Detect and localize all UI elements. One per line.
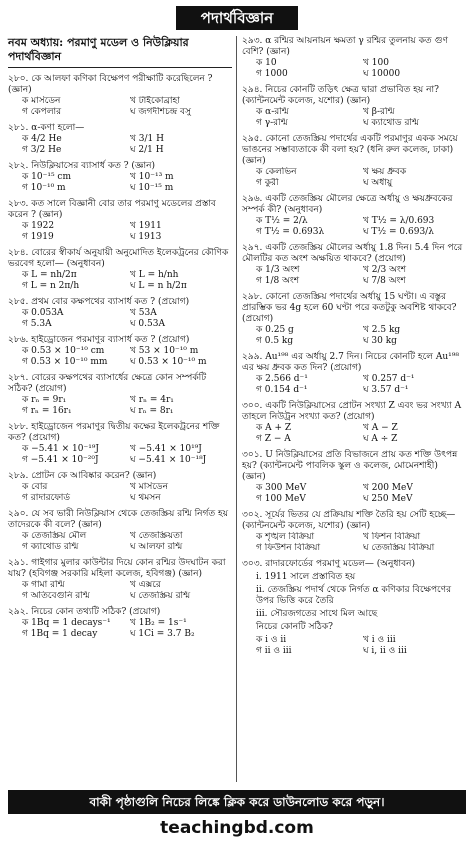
question-item	[242, 292, 464, 347]
answer-option: ঘ rₙ = 8r₁	[130, 406, 174, 416]
option-list	[256, 635, 464, 657]
answer-option: গ 0.53 × 10⁻¹⁰ mm	[22, 357, 108, 367]
answer-option: খ β-রশ্মি	[363, 107, 395, 117]
answer-option: খ মার্সডেন	[130, 482, 168, 492]
question-item	[242, 559, 464, 657]
question-item	[242, 36, 464, 80]
question-text: ৩০২. সূর্যের ভিতর যে প্রক্রিয়ায় শক্তি তৈরি হয় সেটি হচ্ছে— (ক্যান্টনমেন্ট কলেজ, যশোর) (জ্ঞান)	[242, 510, 456, 531]
option-list	[22, 482, 232, 504]
question-text: ২৮৭. বোরের কক্ষপথের ব্যাসার্ধের ক্ষেত্রে কোন সম্পর্কটি সঠিক? (প্রয়োগ)	[8, 373, 207, 394]
answer-option: খ 2.5 kg	[363, 325, 401, 335]
question-text: ২৮৫. প্রথম বোর কক্ষপথের ব্যাসার্ধ কত ? (প্রয়োগ)	[8, 297, 190, 307]
answer-option: খ 1B₂ = 1s⁻¹	[130, 618, 187, 628]
answer-option: গ রাদারফোর্ড	[22, 493, 71, 503]
left-column	[8, 36, 232, 645]
question-note: ii. তেজস্ক্রিয় পদার্থ থেকে নির্গত α কণিকার বিক্ষেপণের উপর ভিত্তি করে তৈরি	[256, 585, 452, 606]
question-item	[8, 558, 232, 602]
answer-option: খ 0.257 d⁻¹	[363, 374, 415, 384]
question-item	[8, 422, 232, 466]
question-item	[8, 123, 232, 156]
right-column	[242, 36, 464, 662]
question-item	[8, 509, 232, 553]
question-text: ২৮০. কে আলফা কণিকা বিক্ষেপণ পরীক্ষাটি করেছিলেন ? (জ্ঞান)	[8, 74, 213, 95]
answer-option: ক 300 MeV	[256, 483, 307, 493]
answer-option: খ 100	[363, 58, 389, 68]
answer-option: ঘ 0.53 × 10⁻¹⁰ m	[130, 357, 207, 367]
answer-option: গ T½ = 0.693λ	[256, 227, 325, 237]
question-item	[8, 74, 232, 118]
answer-option: গ 1Bq = 1 decay	[22, 629, 98, 639]
question-note: iii. সৌরজগতের সাথে মিল আছে	[256, 609, 378, 619]
option-list	[22, 395, 232, 417]
answer-option: ক 1Bq = 1 decays⁻¹	[22, 618, 111, 628]
question-item	[242, 134, 464, 189]
answer-option: ঘ ক্যাথোড রশ্মি	[363, 118, 420, 128]
answer-option: গ ii ও iii	[256, 646, 292, 656]
answer-option: ক গামা রশ্মি	[22, 580, 65, 590]
question-text: ২৮৬. হাইড্রোজেন পরমাণুর ব্যাসার্ধ কত ? (প্রয়োগ)	[8, 335, 190, 345]
answer-option: ঘ 0.53A	[130, 319, 165, 329]
question-item	[242, 510, 464, 554]
answer-option: গ 0.154 d⁻¹	[256, 385, 308, 395]
question-item	[242, 450, 464, 505]
question-text: ৩০১. U নিউক্লিয়াসের প্রতি বিভাজনে প্রায় কত শক্তি উৎপন্ন হয়? (ক্যান্টনমেন্ট পাবলিক স্কুল ও কলেজ, মোমেনশাহী) (জ্ঞান)	[242, 450, 458, 482]
option-list	[22, 308, 232, 330]
question-text: ২৮৩. কত সালে বিজ্ঞানী বোর তার পরমাণু মডেলের প্রস্তাব করেন ? (জ্ঞান)	[8, 199, 216, 220]
answer-option: ক rₙ = 9r₁	[22, 395, 67, 405]
answer-option: ক 4/2 He	[22, 134, 62, 144]
option-list	[256, 325, 464, 347]
answer-option: গ কেপলার	[22, 107, 62, 117]
answer-option: ঘ 3.57 d⁻¹	[363, 385, 409, 395]
question-text: ৩০৩. রাদারফোর্ডের পরমাণু মডেল— (অনুধাবন)	[242, 559, 415, 569]
answer-option: গ ফিউশন বিক্রিয়া	[256, 543, 321, 553]
answer-option: খ 1911	[130, 221, 162, 231]
answer-option: ক 1/3 অংশ	[256, 265, 300, 275]
download-banner[interactable]: বাকী পৃষ্ঠাগুলি নিচের লিঙ্কে ক্লিক করে ডাউনলোড করে পড়ুন।	[8, 790, 466, 814]
answer-option: ঘ 1913	[130, 232, 162, 242]
option-list	[256, 58, 464, 80]
question-item	[242, 243, 464, 287]
subject-title: পদার্থবিজ্ঞান	[176, 6, 298, 30]
question-text: ২৯৮. কোনো তেজস্ক্রিয় পদার্থের অর্ধায়ু 15 ঘণ্টা। এ বস্তুর প্রারম্ভিক ভর 4g হলে 60 ঘণ্টা পরে কতটুকু অবশিষ্ট থাকবে? (প্রয়োগ)	[242, 292, 457, 324]
site-brand[interactable]: teachingbd.com	[160, 818, 314, 838]
answer-option: ক L = nh/2π	[22, 270, 77, 280]
answer-option: ঘ অর্ধায়ু	[363, 178, 393, 188]
option-list	[22, 531, 232, 553]
answer-option: খ −5.41 × 10¹⁹J	[130, 444, 202, 454]
answer-option: ঘ জগদীশচন্দ্র বসু	[130, 107, 191, 117]
question-text: ২৮২. নিউক্লিয়াসের ব্যাসার্ধ কত ? (জ্ঞান)	[8, 161, 156, 171]
answer-option: খ 53 × 10⁻¹⁰ m	[130, 346, 199, 356]
answer-option: গ L = n 2π/h	[22, 281, 80, 291]
question-text: ২৮৯. প্রোটন কে আবিষ্কার করেন? (জ্ঞান)	[8, 471, 157, 481]
answer-option: ক শৃঙ্খল বিক্রিয়া	[256, 532, 315, 542]
question-note: নিচের কোনটি সঠিক?	[256, 622, 333, 632]
question-item	[8, 335, 232, 368]
answer-option: ঘ 2/1 H	[130, 145, 164, 155]
answer-option: ক i ও ii	[256, 635, 287, 645]
answer-option: ক 0.25 g	[256, 325, 294, 335]
answer-option: ঘ A ÷ Z	[363, 434, 398, 444]
option-list	[22, 96, 232, 118]
left-question-list	[8, 74, 232, 640]
question-item	[242, 194, 464, 238]
question-item	[242, 85, 464, 129]
option-list	[22, 172, 232, 194]
answer-option: খ 3/1 H	[130, 134, 164, 144]
answer-option: গ Z − A	[256, 434, 291, 444]
question-item	[8, 607, 232, 640]
question-text: ২৯৭. একটি তেজস্ক্রিয় মৌলের অর্ধায়ু 1.8 দিন। 5.4 দিন পরে মৌলটির কত অংশ অক্ষয়িত থাকবে? (প্রয়োগ)	[242, 243, 463, 264]
answer-option: ঘ L = n h/2π	[130, 281, 187, 291]
answer-option: ক মার্সডেন	[22, 96, 61, 106]
column-divider	[236, 36, 237, 782]
right-question-list	[242, 36, 464, 657]
option-list	[22, 221, 232, 243]
question-item	[8, 248, 232, 292]
answer-option: ক T½ = 2/λ	[256, 216, 308, 226]
answer-option: খ i ও iii	[363, 635, 396, 645]
question-item	[8, 373, 232, 417]
answer-option: গ 1000	[256, 69, 288, 79]
question-text: ২৯৬. একটি তেজস্ক্রিয় মৌলের ক্ষেত্রে অর্ধায়ু ও ক্ষয়ধ্রুবকের সম্পর্ক কী? (অনুধাবন)	[242, 194, 453, 215]
answer-option: ঘ থমসন	[130, 493, 161, 503]
question-text: ২৯৫. কোনো তেজস্ক্রিয় পদার্থের একটি পরমাণুর একক সময়ে ভাঙনের সম্ভাব্যতাকে কী বলা হয়? (ধনি রুল কলেজ, ঢাকা) (জ্ঞান)	[242, 134, 458, 166]
answer-option: গ 1/8 অংশ	[256, 276, 300, 286]
answer-option: খ 200 MeV	[363, 483, 413, 493]
question-text: ২৮৮. হাইড্রোজেন পরমাণুর দ্বিতীয় কক্ষের ইলেকট্রনের শক্তি কত? (প্রয়োগ)	[8, 422, 220, 443]
answer-option: ক 1922	[22, 221, 55, 231]
option-list	[256, 265, 464, 287]
answer-option: ঘ 7/8 অংশ	[363, 276, 406, 286]
answer-option: গ rₙ = 16r₁	[22, 406, 72, 416]
question-text: ২৯০. যে সব ভারী নিউক্লিয়াস থেকে তেজস্ক্রিয় রশ্মি নির্গত হয় তাদেরকে কী বলে? (জ্ঞান)	[8, 509, 229, 530]
chapter-title: নবম অধ্যায়: পরমাণু মডেল ও নিউক্লিয়ার পদার্থবিজ্ঞান	[8, 36, 232, 68]
question-text: ২৯৯. Au¹⁹⁸ এর অর্ধায়ু 2.7 দিন। নিচের কোনটি হলে Au¹⁹⁸ এর ক্ষয় ধ্রুবক কত দিন? (প্রয়োগ)	[242, 352, 459, 373]
question-text: ২৯৪. নিচের কোনটি তড়িৎ ক্ষেত্র দ্বারা প্রভাবিত হয় না? (ক্যান্টনমেন্ট কলেজ, যশোর) (জ্ঞান)	[242, 85, 439, 106]
question-note: i. 1911 সালে প্রস্তাবিত হয়	[256, 572, 356, 582]
answer-option: গ −5.41 × 10⁻²⁰J	[22, 455, 99, 465]
option-list	[256, 216, 464, 238]
question-item	[8, 161, 232, 194]
answer-option: গ কুরী	[256, 178, 279, 188]
answer-option: খ ক্ষয় ধ্রুবক	[363, 167, 407, 177]
answer-option: ঘ 10000	[363, 69, 401, 79]
question-text: ২৯১. গাইগার মুলার কাউন্টার দিয়ে কোন রশ্মির উদঘাটন করা যায়? (হবিগঞ্জ সরকারি মহিলা কলেজ, হবিগঞ্জ) (জ্ঞান)	[8, 558, 226, 579]
answer-option: গ 100 MeV	[256, 494, 306, 504]
question-text: ২৯৩. α রশ্মির আয়নায়ন ক্ষমতা γ রশ্মির তুলনায় কত গুণ বেশি? (জ্ঞান)	[242, 36, 448, 57]
option-list	[256, 107, 464, 129]
answer-option: খ A − Z	[363, 423, 398, 433]
answer-option: খ তেজস্ক্রিয়তা	[130, 531, 183, 541]
option-list	[256, 423, 464, 445]
answer-option: খ T½ = λ/0.693	[363, 216, 435, 226]
answer-option: ক কেলভিন	[256, 167, 297, 177]
answer-option: ক −5.41 × 10⁻¹⁹J	[22, 444, 100, 454]
answer-option: ক 10	[256, 58, 277, 68]
question-text: ২৮১. α-কণা হলো—	[8, 123, 85, 133]
answer-option: গ 5.3A	[22, 319, 52, 329]
option-list	[22, 618, 232, 640]
question-text: ২৮৪. বোরের স্বীকার্য অনুযায়ী অনুমোদিত ইলেকট্রনের কৌণিক ভরবেগ হলো— (অনুধাবন)	[8, 248, 229, 269]
answer-option: ঘ 10⁻¹⁵ m	[130, 183, 174, 193]
answer-option: ঘ তেজস্ক্রিয় রশ্মি	[130, 591, 191, 601]
answer-option: গ 1919	[22, 232, 54, 242]
answer-option: ঘ আলফা রশ্মি	[130, 542, 183, 552]
question-item	[242, 401, 464, 445]
answer-option: গ 0.5 kg	[256, 336, 294, 346]
answer-option: গ ক্যাথোড রশ্মি	[22, 542, 79, 552]
answer-option: খ L = h/nh	[130, 270, 179, 280]
option-list	[22, 134, 232, 156]
answer-option: ঘ −5.41 × 10⁻¹⁸J	[130, 455, 207, 465]
answer-option: ক 0.53 × 10⁻¹⁰ cm	[22, 346, 105, 356]
question-item	[8, 471, 232, 504]
answer-option: গ γ-রশ্মি	[256, 118, 288, 128]
answer-option: ক তেজস্ক্রিয় মৌল	[22, 531, 87, 541]
answer-option: খ rₙ = 4r₁	[130, 395, 174, 405]
answer-option: গ 10⁻¹⁰ m	[22, 183, 66, 193]
option-list	[22, 270, 232, 292]
answer-option: খ 53A	[130, 308, 157, 318]
option-list	[256, 532, 464, 554]
option-list	[256, 483, 464, 505]
answer-option: খ ফিশন বিক্রিয়া	[363, 532, 421, 542]
question-text: ২৯২. নিচের কোন তথ্যটি সঠিক? (প্রয়োগ)	[8, 607, 161, 617]
question-item	[242, 352, 464, 396]
answer-option: ঘ 1Ci = 3.7 B₂	[130, 629, 195, 639]
option-list	[22, 444, 232, 466]
answer-option: খ টাইকোব্রাহা	[130, 96, 180, 106]
option-list	[256, 167, 464, 189]
question-text: ৩০০. একটি নিউক্লিয়াসের প্রোটন সংখ্যা Z এবং ভর সংখ্যা A তাহলে নিউট্রন সংখ্যা কত? (প্রয়োগ)	[242, 401, 462, 422]
option-list	[256, 374, 464, 396]
question-item	[8, 297, 232, 330]
answer-option: খ 2/3 অংশ	[363, 265, 407, 275]
answer-option: ক A + Z	[256, 423, 292, 433]
answer-option: ক 2.566 d⁻¹	[256, 374, 308, 384]
answer-option: গ অতিবেগুনি রশ্মি	[22, 591, 90, 601]
answer-option: ক 10⁻¹⁵ cm	[22, 172, 72, 182]
answer-option: ঘ তেজস্ক্রিয় বিক্রিয়া	[363, 543, 435, 553]
answer-option: খ 10⁻¹³ m	[130, 172, 174, 182]
answer-option: ঘ i, ii ও iii	[363, 646, 407, 656]
answer-option: ক α-রশ্মি	[256, 107, 289, 117]
answer-option: ঘ 30 kg	[363, 336, 397, 346]
answer-option: ক 0.053A	[22, 308, 64, 318]
option-list	[22, 346, 232, 368]
answer-option: গ 3/2 He	[22, 145, 62, 155]
answer-option: ঘ 250 MeV	[363, 494, 413, 504]
answer-option: ঘ T½ = 0.693/λ	[363, 227, 434, 237]
answer-option: ক বোর	[22, 482, 48, 492]
option-list	[22, 580, 232, 602]
answer-option: খ এক্সরে	[130, 580, 161, 590]
question-item	[8, 199, 232, 243]
